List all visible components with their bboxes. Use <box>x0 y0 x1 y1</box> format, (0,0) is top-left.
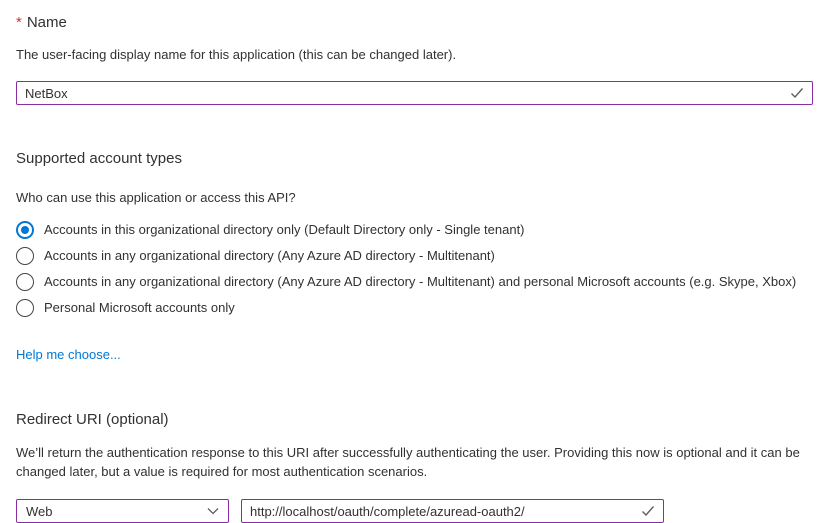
radio-option-label: Accounts in any organizational directory (Any Azure AD directory - Multitenant) and personal Microsoft accounts (e.g. Skype, Xbox) <box>44 274 797 289</box>
radio-option-label: Accounts in any organizational directory (Any Azure AD directory - Multitenant) <box>44 248 495 263</box>
redirect-uri-title: Redirect URI (optional) <box>16 411 169 428</box>
radio-button-icon[interactable] <box>16 247 34 265</box>
radio-option-single-tenant[interactable] <box>16 217 813 243</box>
radio-option-multitenant-personal[interactable] <box>16 269 813 295</box>
account-types-title: Supported account types <box>16 150 182 167</box>
redirect-uri-controls <box>16 499 813 523</box>
radio-option-label: Accounts in this organizational directory only (Default Directory only - Single tenant) <box>44 222 525 237</box>
name-title-text: Name <box>26 14 67 31</box>
radio-option-personal-only[interactable] <box>16 295 813 321</box>
required-asterisk: * <box>16 14 22 31</box>
name-input-container <box>16 81 813 105</box>
platform-select[interactable] <box>16 499 229 523</box>
radio-option-multitenant[interactable] <box>16 243 813 269</box>
chevron-down-icon <box>207 507 219 515</box>
checkmark-icon <box>790 87 804 99</box>
radio-option-label: Personal Microsoft accounts only <box>44 300 235 315</box>
checkmark-icon <box>641 505 655 517</box>
radio-button-icon[interactable] <box>16 299 34 317</box>
radio-button-icon[interactable] <box>16 221 34 239</box>
platform-select-value: Web <box>26 503 53 519</box>
help-me-choose-link[interactable]: Help me choose... <box>16 347 121 362</box>
redirect-uri-description: We’ll return the authentication response to this URI after successfully authenticating the user. Providing this now is optional and it can be changed later, but a value is required for most authentication scenarios. <box>16 445 800 479</box>
name-input[interactable] <box>25 86 790 101</box>
name-description: The user-facing display name for this application (this can be changed later). <box>16 47 457 62</box>
account-types-radio-group <box>16 217 813 321</box>
redirect-uri-input[interactable] <box>250 504 641 519</box>
redirect-uri-input-container <box>241 499 664 523</box>
account-types-question: Who can use this application or access this API? <box>16 190 296 205</box>
name-section-title <box>16 13 813 32</box>
radio-button-icon[interactable] <box>16 273 34 291</box>
